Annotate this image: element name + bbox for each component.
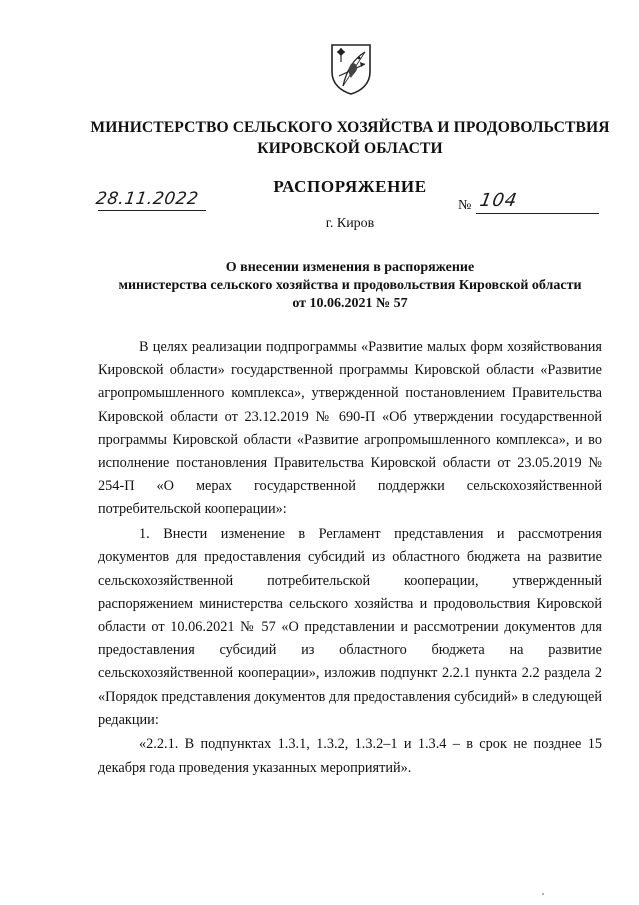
ministry-line-2: КИРОВСКОЙ ОБЛАСТИ xyxy=(257,140,443,157)
document-title xyxy=(60,259,639,313)
body-paragraph-item-1: 1. Внести изменение в Регламент представления и рассмотрения документов для предоставления субсидий из областного бюджета на развитие сельскохозяйственной потребительской кооперации, утвержденный распоряжением министерства сельского хозяйства и продовольствия Кировской области от 10.06.2021 № 57 «О представлении и рассмотрении документов для предоставления субсидий из областного бюджета на развитие сельскохозяйственной кооперации», изложив подпункт 2.2.1 пункта 2.2 раздела 2 «Порядок представления документов для предоставления субсидий» в следующей редакции: xyxy=(98,526,602,728)
document-type: РАСПОРЯЖЕНИЕ xyxy=(273,177,427,196)
handwritten-date: 28.11.2022 xyxy=(94,189,200,209)
handwritten-number: 104 xyxy=(478,190,520,211)
number-label: № xyxy=(458,198,472,213)
date-underline xyxy=(98,209,206,211)
body-paragraph-quote: «2.2.1. В подпунктах 1.3.1, 1.3.2, 1.3.2–1 и 1.3.4 – в срок не позднее 15 декабря года проведения указанных мероприятий». xyxy=(98,736,602,776)
scan-speck xyxy=(542,893,544,895)
kirov-coat-of-arms-icon xyxy=(329,42,373,96)
title-line-1: О внесении изменения в распоряжение xyxy=(225,260,475,275)
document-body xyxy=(98,336,602,780)
number-underline xyxy=(476,213,599,214)
title-line-3: от 10.06.2021 № 57 xyxy=(292,296,408,311)
city: г. Киров xyxy=(325,216,375,231)
ministry-name xyxy=(60,117,639,159)
ministry-line-1: МИНИСТЕРСТВО СЕЛЬСКОГО ХОЗЯЙСТВА И ПРОДОВОЛЬСТВИЯ xyxy=(90,119,610,136)
body-paragraph-preamble: В целях реализации подпрограммы «Развитие малых форм хозяйствования Кировской области» государственной программы Кировской области «Развитие агропромышленного комплекса», утвержденной постановлением Правительства Кировской области от 23.12.2019 № 690-П «Об утверждении государственной программы Кировской области «Развитие агропромышленного комплекса», и во исполнение постановления Правительства Кировской области от 23.05.2019 № 254-П «О мерах государственной поддержки сельскохозяйственной потребительской кооперации»: xyxy=(98,339,602,518)
title-line-2: министерства сельского хозяйства и продовольствия Кировской области xyxy=(118,278,582,293)
